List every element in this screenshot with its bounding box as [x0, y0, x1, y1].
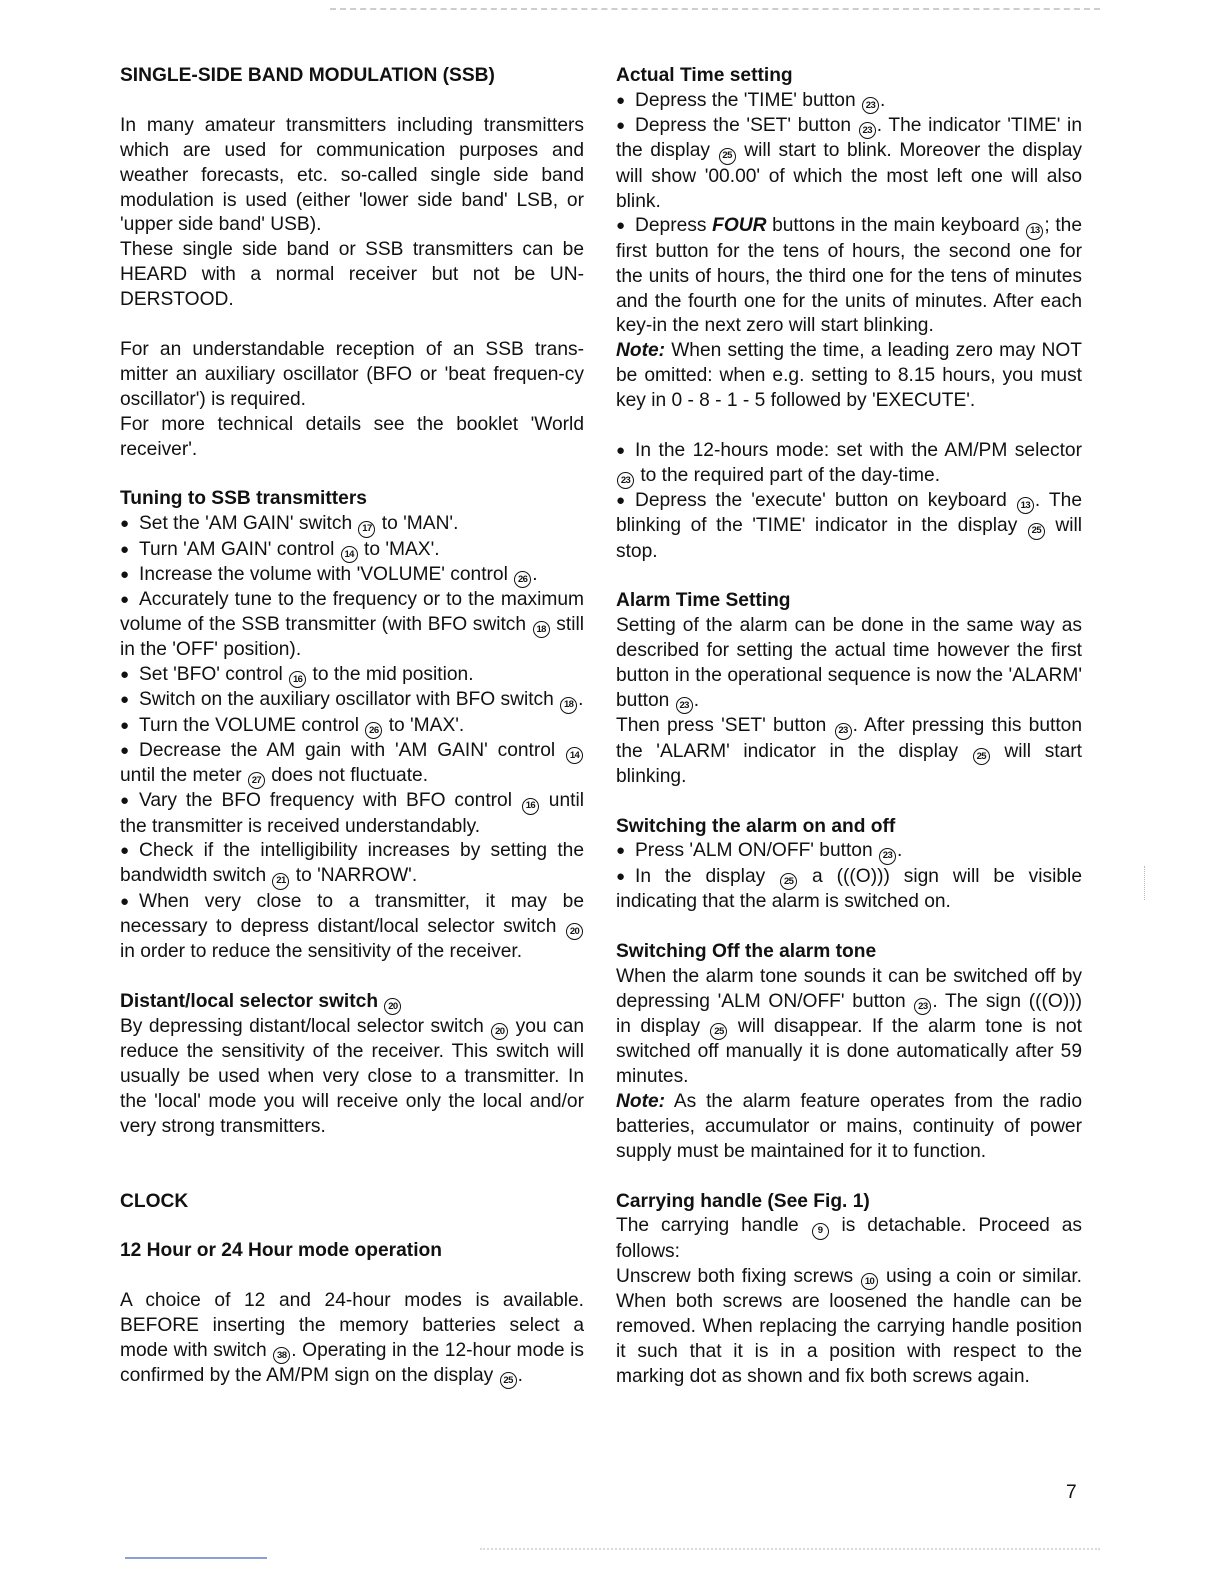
circled-reference-number: 14: [341, 546, 358, 563]
actual-time-heading: Actual Time setting: [616, 65, 793, 86]
scan-artifact-line: [125, 1557, 267, 1559]
switching-bullet: [616, 839, 1082, 864]
text-run: to the mid position.: [307, 664, 474, 686]
bullet-icon: ●: [616, 492, 626, 510]
actual-time-bullet: [616, 214, 1082, 339]
tuning-bullet: [120, 688, 584, 713]
text-run: Check if the intelligibility increases by setting the bandwidth switch: [120, 840, 584, 887]
text-run: will disappear. If the alarm tone is not switched off manually it is done automatically after 59 minutes.: [616, 1015, 1082, 1087]
text-run: Set 'BFO' control: [139, 664, 289, 686]
tuning-bullet: [120, 663, 584, 688]
tuning-bullet: [120, 563, 584, 588]
note-label: Note:: [616, 1090, 666, 1112]
circled-reference-number: 23: [879, 848, 896, 865]
text-run: Switch on the auxiliary oscillator with BFO switch: [139, 689, 560, 711]
carrying-handle-paragraph-1: [616, 1214, 1082, 1264]
alarm-tone-heading: Switching Off the alarm tone: [616, 940, 877, 962]
ssb-paragraph-4: For more technical details see the booklet 'World receiver'.: [120, 413, 584, 460]
bullet-icon: ●: [120, 515, 130, 533]
bullet-icon: ●: [120, 540, 130, 558]
text-run: . The indicator 'TIME' in the display: [616, 115, 1082, 162]
text-run: does not fluctuate.: [265, 765, 429, 787]
text-run: until the transmitter is received understandably.: [120, 790, 584, 837]
circled-reference-number: 17: [358, 521, 375, 538]
text-run: In the display: [635, 865, 780, 887]
bullet-icon: ●: [120, 691, 130, 709]
circled-reference-number: 26: [365, 722, 382, 739]
switching-alarm-heading: Switching the alarm on and off: [616, 815, 896, 837]
tuning-heading: Tuning to SSB transmitters: [120, 488, 367, 510]
bullet-icon: ●: [120, 591, 130, 609]
carrying-handle-paragraph-2: [616, 1265, 1082, 1390]
text-run: will start to blink. Moreover the display will show '00.00' of which the most left one will also blink.: [616, 140, 1083, 212]
circled-reference-number: 23: [859, 122, 876, 139]
circled-reference-number: 18: [560, 697, 577, 714]
bullet-icon: ●: [616, 91, 626, 109]
text-run: Decrease the AM gain with 'AM GAIN' control: [139, 739, 565, 761]
circled-reference-number: 27: [248, 772, 265, 789]
right-column: [616, 64, 1082, 1389]
tuning-bullet: [120, 714, 584, 739]
actual-time-bullet: [616, 114, 1082, 214]
alarm-paragraph-2: [616, 714, 1082, 789]
circled-reference-number: 16: [289, 671, 306, 688]
text-run: .: [578, 689, 584, 711]
text-run: In the 12-hours mode: set with the AM/PM selector: [635, 439, 1082, 461]
scan-artifact-bottom: [480, 1548, 1100, 1568]
circled-reference-number: 10: [861, 1273, 878, 1290]
note-label: Note:: [616, 340, 666, 362]
circled-reference-number: 14: [566, 747, 583, 764]
text-run: .: [896, 840, 903, 862]
actual-time-bullet: [616, 439, 1082, 489]
text-run: to 'MAN'.: [376, 513, 459, 535]
text-run: Set the 'AM GAIN' switch: [139, 513, 358, 535]
text-run: to the required part of the day-time.: [635, 464, 941, 486]
text-run: you can reduce the sensitivity of the receiver. This switch will usually be used when very close to a transmitter. In the 'local' mode you will receive only the local and/or very strong transmitters.: [120, 1015, 584, 1137]
bullet-icon: ●: [120, 565, 130, 583]
text-run: Unscrew both fixing screws: [616, 1265, 861, 1287]
scan-artifact-margin: [1144, 866, 1155, 900]
text-run: A choice of 12 and 24-hour modes is available. BEFORE inserting the memory batteries select a mode with switch: [120, 1290, 584, 1361]
mode-paragraph: [120, 1289, 584, 1389]
circled-reference-number: 9: [812, 1223, 829, 1240]
circled-reference-number: 20: [566, 923, 583, 940]
text-run: .: [532, 563, 538, 585]
text-run: Distant/local selector switch: [120, 990, 384, 1012]
circled-reference-number: 38: [273, 1347, 290, 1364]
text-run: Press 'ALM ON/OFF' button: [635, 840, 878, 862]
circled-reference-number: 25: [500, 1372, 517, 1389]
circled-reference-number: 16: [522, 798, 539, 815]
alarm-paragraph-1: [616, 614, 1082, 714]
clock-heading: CLOCK: [120, 1190, 189, 1212]
text-run: . Operating in the 12-hour mode is confirmed by the AM/PM sign on the display: [120, 1339, 584, 1387]
text-run: . The blinking of the 'TIME' indicator in the display: [616, 490, 1082, 537]
circled-reference-number: 25: [1028, 523, 1045, 540]
text-run: When the alarm tone sounds it can be switched off by depressing 'ALM ON/OFF' button: [616, 965, 1082, 1012]
circled-reference-number: 25: [710, 1023, 727, 1040]
bullet-icon: ●: [120, 666, 130, 684]
bullet-icon: ●: [616, 842, 626, 860]
distant-local-heading: [120, 990, 584, 1015]
text-run: to 'MAX'.: [383, 714, 465, 736]
scan-artifact-top: [330, 8, 1100, 13]
text-run: ; the first button for the tens of hours, the second one for the units of hours, the third one for the tens of minutes and the fourth one for the units of minutes. After each key-in the next zero will start blinking.: [616, 215, 1083, 337]
text-run: until the meter: [120, 765, 247, 787]
text-run: Then press 'SET' button: [616, 715, 834, 737]
tuning-bullet: [120, 739, 584, 790]
tuning-bullet: [120, 839, 584, 889]
circled-reference-number: 23: [914, 998, 931, 1015]
text-run: is detachable. Proceed as follows:: [616, 1215, 1082, 1262]
text-run: .: [693, 690, 700, 712]
carrying-handle-heading: Carrying handle (See Fig. 1): [616, 1190, 870, 1212]
bullet-icon: ●: [616, 867, 626, 885]
circled-reference-number: 26: [514, 571, 531, 588]
ssb-heading: SINGLE-SIDE BAND MODULATION (SSB): [120, 65, 495, 86]
mode-heading: 12 Hour or 24 Hour mode operation: [120, 1240, 442, 1262]
circled-reference-number: 25: [973, 748, 990, 765]
circled-reference-number: 23: [835, 723, 852, 740]
ssb-paragraph-3: For an understandable reception of an SSB trans-mitter an auxiliary oscillator (BFO or 'beat frequen-cy oscillator') is required.: [120, 338, 584, 410]
alarm-tone-paragraph: [616, 965, 1082, 1090]
text-run: a (((O))) sign will be visible indicating that the alarm is switched on.: [616, 865, 1082, 912]
text-run: Increase the volume with 'VOLUME' control: [139, 563, 514, 585]
text-run: buttons in the main keyboard: [766, 215, 1026, 237]
text-run: Depress the 'SET' button: [635, 115, 858, 137]
alarm-tone-note: [616, 1090, 1082, 1165]
bullet-icon: ●: [120, 842, 130, 860]
circled-reference-number: 25: [719, 148, 736, 165]
text-run: using a coin or similar. When both screws are loosened the handle can be removed. When replacing the carrying handle position it such that it is in a position with respect to the marking dot as shown and fix both screws again.: [616, 1265, 1083, 1387]
bullet-icon: ●: [616, 217, 626, 235]
page-number: 7: [1066, 1482, 1077, 1503]
alarm-time-heading: Alarm Time Setting: [616, 590, 791, 612]
text-run: Depress the 'TIME' button: [635, 89, 861, 111]
circled-reference-number: 18: [533, 621, 550, 638]
text-run: Turn 'AM GAIN' control: [139, 538, 340, 560]
text-run: to 'NARROW'.: [290, 865, 418, 887]
circled-reference-number: 23: [617, 472, 634, 489]
text-run: Vary the BFO frequency with BFO control: [139, 790, 521, 812]
circled-reference-number: 13: [1017, 497, 1034, 514]
bullet-icon: ●: [120, 792, 130, 810]
note-text: When setting the time, a leading zero may NOT be omitted: when e.g. setting to 8.15 hours, you must key in 0 - 8 - 1 - 5 followed by 'EXECUTE'.: [616, 340, 1082, 412]
text-run: Depress: [635, 215, 713, 237]
actual-time-bullet: [616, 489, 1082, 564]
circled-reference-number: 20: [491, 1023, 508, 1040]
actual-time-bullet: [616, 89, 1082, 114]
text-run: .: [517, 1365, 523, 1387]
text-run: Turn the VOLUME control: [139, 714, 365, 736]
circled-reference-number: 21: [272, 873, 289, 890]
tuning-bullet: [120, 512, 584, 537]
left-column: [120, 64, 584, 1389]
bullet-icon: ●: [120, 892, 130, 910]
bullet-icon: ●: [616, 117, 626, 135]
text-run: still in the 'OFF' position).: [120, 613, 584, 661]
distant-local-paragraph: [120, 1015, 584, 1140]
ssb-paragraph-1: In many amateur transmitters including transmitters which are used for communication purposes and weather forecasts, etc. so-called single side band modulation is used (either 'lower side band' LSB, or 'upper side band' USB).: [120, 114, 584, 236]
circled-reference-number: 23: [862, 97, 879, 114]
circled-reference-number: 25: [780, 873, 797, 890]
switching-bullet: [616, 865, 1082, 915]
text-run: to 'MAX'.: [358, 538, 440, 560]
text-run: . After pressing this button the 'ALARM' indicator in the display: [616, 715, 1082, 762]
text-run: . The sign (((O))) in display: [616, 990, 1082, 1037]
text-run: Depress the 'execute' button on keyboard: [635, 490, 1016, 512]
text-run: Setting of the alarm can be done in the same way as described for setting the actual time however the first button in the operational sequence is now the 'ALARM' button: [616, 615, 1082, 712]
ssb-paragraph-2: These single side band or SSB transmitters can be HEARD with a normal receiver but not be UN-DERSTOOD.: [120, 239, 584, 311]
circled-reference-number: 20: [384, 998, 401, 1015]
text-run: in order to reduce the sensitivity of the receiver.: [120, 940, 523, 962]
circled-reference-number: 23: [676, 697, 693, 714]
bullet-icon: ●: [120, 716, 130, 734]
tuning-bullet: [120, 789, 584, 839]
text-run: When very close to a transmitter, it may be necessary to depress distant/local selector switch: [120, 890, 584, 937]
text-run: By depressing distant/local selector switch: [120, 1015, 491, 1037]
tuning-bullet: [120, 890, 584, 965]
text-run: .: [879, 89, 886, 111]
emphasis-text: FOUR: [712, 215, 767, 237]
tuning-bullet: [120, 538, 584, 563]
text-run: Accurately tune to the frequency or to the maximum volume of the SSB transmitter (with BFO switch: [120, 589, 584, 635]
bullet-icon: ●: [120, 741, 130, 759]
text-run: will stop.: [616, 515, 1082, 562]
bullet-icon: ●: [616, 441, 626, 459]
text-run: will start blinking.: [616, 740, 1083, 787]
text-run: The carrying handle: [616, 1215, 811, 1237]
note-text: As the alarm feature operates from the radio batteries, accumulator or mains, continuity of power supply must be maintained for it to function.: [616, 1090, 1082, 1162]
circled-reference-number: 13: [1026, 223, 1043, 240]
tuning-bullet: [120, 588, 584, 663]
actual-time-note: [616, 339, 1082, 414]
